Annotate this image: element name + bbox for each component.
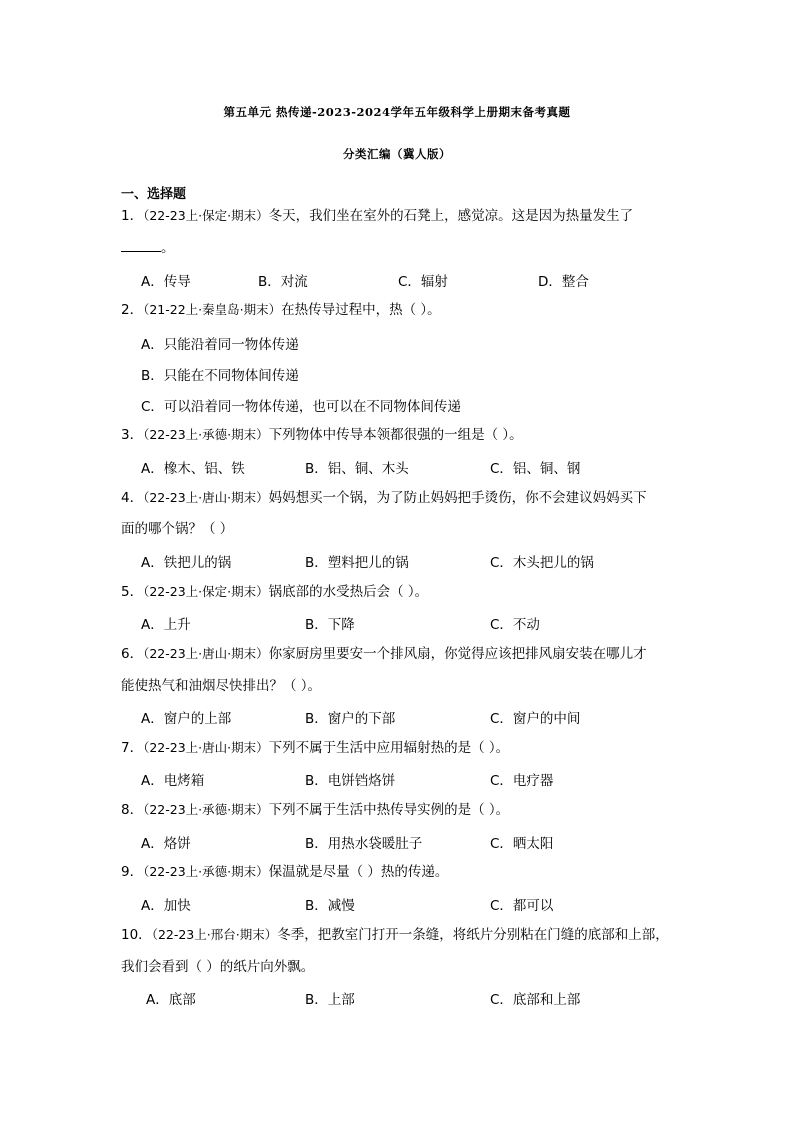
option-c: C．窗户的中间 — [490, 711, 581, 727]
question-stem: 下列物体中传导本领都很强的一组是（ ）。 — [268, 427, 523, 443]
question-number: 2． — [121, 302, 144, 318]
question-source: （22-23上·承德·期末） — [143, 864, 269, 879]
option-d: D．整合 — [538, 274, 589, 290]
option-a: A．加快 — [141, 898, 191, 914]
question-stem: 下列不属于生活中热传导实例的是（ ）。 — [268, 802, 510, 818]
question-4-continuation: 面的哪个锅？（ ） — [121, 521, 234, 537]
section-heading: 一、选择题 — [121, 187, 187, 202]
option-c: C．晒太阳 — [490, 836, 554, 852]
question-number: 6． — [121, 646, 144, 662]
option-b: B．对流 — [258, 274, 308, 290]
question-number: 7． — [121, 740, 144, 756]
option-a: A．只能沿着同一物体传递 — [141, 337, 299, 353]
question-number: 10． — [121, 927, 152, 943]
question-stem: 下列不属于生活中应用辐射热的是（ ）。 — [268, 740, 510, 756]
question-number: 4． — [121, 490, 144, 506]
question-stem: 保温就是尽量（ ）热的传递。 — [268, 864, 449, 880]
option-b: B．铝、铜、木头 — [305, 461, 409, 477]
question-10-continuation: 我们会看到（ ）的纸片向外飘。 — [121, 959, 315, 975]
question-source: （22-23上·保定·期末） — [143, 208, 269, 223]
option-c: C．铝、铜、钢 — [490, 461, 581, 477]
question-1-continuation — [121, 237, 681, 258]
option-a: A．橡木、铝、铁 — [141, 461, 245, 477]
question-stem: 在热传导过程中，热（ ）。 — [281, 302, 441, 318]
option-c: C．可以沿着同一物体传递，也可以在不同物体间传递 — [141, 399, 461, 415]
question-source: （22-23上·保定·期末） — [143, 584, 269, 599]
question-8 — [121, 800, 681, 820]
question-stem: 锅底部的水受热后会（ ）。 — [268, 584, 429, 600]
document-title: 第五单元 热传递-2023-2024学年五年级科学上册期末备考真题 — [223, 105, 571, 119]
question-6-continuation: 能使热气和油烟尽快排出？（ ）。 — [121, 678, 322, 694]
question-number: 1． — [121, 208, 144, 224]
question-source: （22-23上·承德·期末） — [143, 427, 269, 442]
option-c: C．电疗器 — [490, 773, 554, 789]
question-stem: 冬季，把教室门打开一条缝，将纸片分别粘在门缝的底部和上部， — [277, 927, 669, 943]
option-b: B．上部 — [305, 992, 355, 1008]
question-source: （22-23上·唐山·期末） — [143, 646, 269, 661]
question-2 — [121, 300, 681, 320]
option-a: A．铁把儿的锅 — [141, 555, 232, 571]
option-b: B．电饼铛烙饼 — [305, 773, 396, 789]
question-9 — [121, 862, 681, 882]
question-stem-cont: 。 — [161, 240, 175, 256]
option-c: C．辐射 — [398, 274, 448, 290]
document-subtitle: 分类汇编（冀人版） — [343, 147, 451, 161]
question-source: （22-23上·邢台·期末） — [151, 927, 278, 942]
question-4 — [121, 488, 681, 508]
option-a: A．窗户的上部 — [141, 711, 232, 727]
option-b: B．窗户的下部 — [305, 711, 396, 727]
option-a: A．底部 — [146, 992, 196, 1008]
question-1 — [121, 206, 681, 226]
question-number: 5． — [121, 584, 144, 600]
question-number: 8． — [121, 802, 144, 818]
question-stem: 你家厨房里要安一个排风扇，你觉得应该把排风扇安装在哪儿才 — [268, 646, 647, 662]
question-3 — [121, 425, 681, 445]
option-c: C．不动 — [490, 617, 540, 633]
option-a: A．传导 — [141, 274, 191, 290]
question-7 — [121, 738, 681, 758]
option-b: B．下降 — [305, 617, 355, 633]
option-b: B．用热水袋暖肚子 — [305, 836, 423, 852]
option-a: A．上升 — [141, 617, 191, 633]
question-source: （22-23上·唐山·期末） — [143, 740, 269, 755]
option-b: B．只能在不同物体间传递 — [141, 368, 299, 384]
answer-blank — [121, 237, 161, 252]
question-10 — [121, 925, 681, 945]
question-stem: 妈妈想买一个锅，为了防止妈妈把手烫伤，你不会建议妈妈买下 — [268, 490, 647, 506]
question-5 — [121, 582, 681, 602]
option-a: A．电烤箱 — [141, 773, 205, 789]
question-source: （21-22上·秦皇岛·期末） — [143, 302, 282, 317]
question-source: （22-23上·承德·期末） — [143, 802, 269, 817]
option-c: C．底部和上部 — [490, 992, 581, 1008]
question-source: （22-23上·唐山·期末） — [143, 490, 269, 505]
option-b: B．塑料把儿的锅 — [305, 555, 409, 571]
question-stem: 冬天，我们坐在室外的石凳上，感觉凉。这是因为热量发生了 — [268, 208, 634, 224]
question-number: 9． — [121, 864, 144, 880]
option-c: C．都可以 — [490, 898, 554, 914]
option-a: A．烙饼 — [141, 836, 191, 852]
question-number: 3． — [121, 427, 144, 443]
question-6 — [121, 644, 681, 664]
option-c: C．木头把儿的锅 — [490, 555, 594, 571]
option-b: B．减慢 — [305, 898, 355, 914]
